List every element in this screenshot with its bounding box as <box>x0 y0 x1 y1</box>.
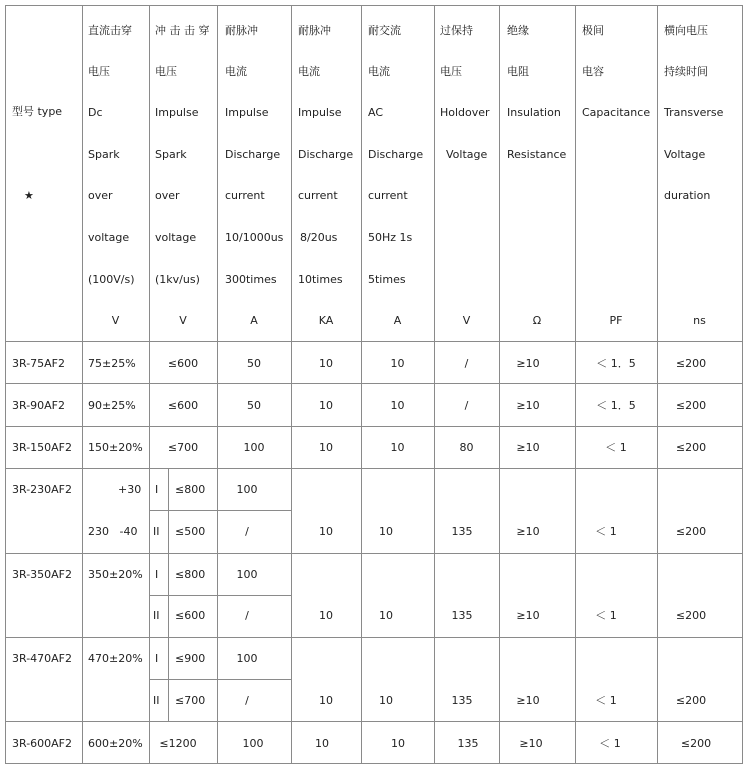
c820-header-line: 10times <box>298 273 343 286</box>
insulation-header-line: Resistance <box>507 148 567 161</box>
dc-cell: 350±20% <box>88 568 143 581</box>
c820-cell: 10 <box>319 441 333 454</box>
cap-cell: ＜ 1 <box>595 609 617 622</box>
grid-line <box>5 637 743 638</box>
grid-line <box>5 468 743 469</box>
insulation-unit: Ω <box>532 314 542 327</box>
holdover-header-line: Holdover <box>440 106 490 119</box>
grid-line <box>5 763 743 764</box>
insulation-cell: ≥10 <box>516 694 540 707</box>
dc-header-line: (100V/s) <box>88 273 135 286</box>
trans-cell: ≤200 <box>675 694 707 707</box>
impulse-cell: ≤800 <box>175 483 206 496</box>
holdover-header-line: 过保持 <box>440 24 473 37</box>
c10-cell: / <box>245 609 249 622</box>
grid-line <box>361 5 362 764</box>
impulse-cell: ≤600 <box>175 609 206 622</box>
model-cell: 3R-90AF2 <box>12 399 66 412</box>
insulation-cell: ≥10 <box>516 609 540 622</box>
insulation-header-line: 绝缘 <box>507 24 529 37</box>
dc-unit: V <box>111 314 120 327</box>
c10-cell: 100 <box>236 568 258 581</box>
impulse-header-line: (1kv/us) <box>155 273 200 286</box>
ac-cell: 10 <box>390 399 405 412</box>
sub-row-label: II <box>153 525 160 538</box>
impulse-cell: ≤600 <box>167 399 199 412</box>
sub-row-label: I <box>155 652 159 665</box>
trans-header-line: 横向电压 <box>664 24 708 37</box>
c10-header-line: current <box>225 189 265 202</box>
c820-header-line: Impulse <box>298 106 342 119</box>
dc-cell: 470±20% <box>88 652 143 665</box>
type-header-label: 型号 type <box>12 105 63 118</box>
ac-cell: 10 <box>391 737 405 750</box>
c10-cell: / <box>245 694 249 707</box>
grid-line <box>499 5 500 764</box>
c820-header-line: current <box>298 189 338 202</box>
holdover-header-line: 电压 <box>440 65 462 78</box>
impulse-cell: ≤700 <box>167 441 199 454</box>
grid-line <box>434 5 435 764</box>
c820-header-line: 8/20us <box>300 231 338 244</box>
c10-header-line: 电流 <box>225 65 247 78</box>
grid-line <box>149 5 150 764</box>
trans-cell: ≤200 <box>675 441 707 454</box>
c820-cell: 10 <box>319 357 333 370</box>
c10-cell: 100 <box>242 737 264 750</box>
trans-cell: ≤200 <box>680 737 712 750</box>
trans-cell: ≤200 <box>675 357 707 370</box>
grid-line <box>5 553 743 554</box>
ac-header-line: Discharge <box>368 148 424 161</box>
cap-cell: ＜ 1．5 <box>596 357 636 370</box>
holdover-cell: / <box>464 399 469 412</box>
dc-cell: 150±20% <box>88 441 143 454</box>
impulse-cell: ≤900 <box>175 652 206 665</box>
insulation-header-line: 电阻 <box>507 65 529 78</box>
cap-cell: ＜ 1 <box>595 525 617 538</box>
impulse-header-line: Spark <box>155 148 187 161</box>
grid-line <box>82 5 83 764</box>
cap-cell: ＜ 1 <box>595 694 617 707</box>
dc-header-line: 直流击穿 <box>88 24 132 37</box>
trans-header-line: Transverse <box>664 106 724 119</box>
trans-header-line: duration <box>664 189 711 202</box>
ac-cell: 10 <box>379 609 393 622</box>
holdover-cell: 135 <box>451 694 473 707</box>
model-cell: 3R-75AF2 <box>12 357 66 370</box>
c10-header-line: 10/1000us <box>225 231 284 244</box>
c10-unit: A <box>250 314 258 327</box>
c820-unit: KA <box>318 314 334 327</box>
impulse-cell: ≤600 <box>167 357 199 370</box>
impulse-cell: ≤500 <box>175 525 206 538</box>
holdover-cell: 135 <box>451 609 473 622</box>
holdover-cell: 80 <box>459 441 474 454</box>
c820-cell: 10 <box>315 737 329 750</box>
trans-cell: ≤200 <box>675 399 707 412</box>
sub-row-label: I <box>155 568 159 581</box>
grid-line <box>217 5 218 764</box>
insulation-cell: ≥10 <box>516 399 540 412</box>
ac-cell: 10 <box>379 694 393 707</box>
grid-line <box>149 595 291 596</box>
grid-line <box>5 341 743 342</box>
cap-cell: ＜ 1．5 <box>596 399 636 412</box>
c820-cell: 10 <box>319 694 333 707</box>
trans-header-line: 持续时间 <box>664 65 708 78</box>
c820-header-line: 耐脉冲 <box>298 24 331 37</box>
grid-line <box>5 5 6 764</box>
c10-header-line: Impulse <box>225 106 269 119</box>
ac-cell: 10 <box>390 357 405 370</box>
grid-line <box>575 5 576 764</box>
model-cell: 3R-600AF2 <box>12 737 73 750</box>
c10-cell: 100 <box>236 652 258 665</box>
cap-cell: ＜ 1 <box>605 441 627 454</box>
c10-header-line: Discharge <box>225 148 281 161</box>
impulse-header-line: Impulse <box>155 106 199 119</box>
dc-tolerance-lower: 230 -40 <box>88 525 138 538</box>
insulation-cell: ≥10 <box>516 441 540 454</box>
model-cell: 3R-230AF2 <box>12 483 73 496</box>
sub-row-label: I <box>155 483 159 496</box>
ac-unit: A <box>393 314 402 327</box>
ac-header-line: 50Hz 1s <box>368 231 413 244</box>
cap-header-line: Capacitance <box>582 106 651 119</box>
impulse-header-line: 电压 <box>155 65 177 78</box>
grid-line <box>149 679 291 680</box>
impulse-header-line: voltage <box>155 231 197 244</box>
cap-header-line: 电容 <box>582 65 604 78</box>
dc-header-line: 电压 <box>88 65 110 78</box>
grid-line <box>657 5 658 764</box>
model-cell: 3R-350AF2 <box>12 568 73 581</box>
grid-line <box>742 5 743 764</box>
c820-header-line: Discharge <box>298 148 354 161</box>
dc-cell: 90±25% <box>88 399 136 412</box>
insulation-header-line: Insulation <box>507 106 561 119</box>
ac-header-line: 5times <box>368 273 406 286</box>
grid-line <box>5 383 743 384</box>
dc-header-line: Spark <box>88 148 120 161</box>
ac-header-line: 耐交流 <box>368 24 401 37</box>
grid-line <box>5 721 743 722</box>
dc-header-line: over <box>88 189 113 202</box>
sub-row-label: II <box>153 609 160 622</box>
impulse-unit: V <box>179 314 187 327</box>
c10-cell: 100 <box>243 441 265 454</box>
trans-cell: ≤200 <box>675 525 707 538</box>
holdover-header-line: Voltage <box>446 148 488 161</box>
c820-header-line: 电流 <box>298 65 320 78</box>
cap-header-line: 极间 <box>582 24 604 37</box>
insulation-cell: ≥10 <box>516 525 540 538</box>
ac-cell: 10 <box>379 525 393 538</box>
holdover-cell: 135 <box>451 525 473 538</box>
impulse-header-line: over <box>155 189 180 202</box>
insulation-cell: ≥10 <box>519 737 543 750</box>
c10-header-line: 耐脉冲 <box>225 24 258 37</box>
cap-unit: PF <box>609 314 623 327</box>
impulse-cell: ≤700 <box>175 694 206 707</box>
sub-row-label: II <box>153 694 160 707</box>
grid-line <box>291 5 292 764</box>
trans-unit: ns <box>693 314 706 327</box>
grid-line <box>5 426 743 427</box>
c820-cell: 10 <box>319 609 333 622</box>
insulation-cell: ≥10 <box>516 357 540 370</box>
model-cell: 3R-470AF2 <box>12 652 73 665</box>
holdover-unit: V <box>462 314 471 327</box>
c10-cell: 50 <box>247 357 261 370</box>
impulse-cell: ≤800 <box>175 568 206 581</box>
impulse-header-line: 冲 击 击 穿 <box>155 24 210 37</box>
dc-tolerance-upper: +30 <box>118 483 142 496</box>
dc-cell: 600±20% <box>88 737 143 750</box>
grid-line <box>149 510 291 511</box>
model-cell: 3R-150AF2 <box>12 441 73 454</box>
ac-cell: 10 <box>390 441 405 454</box>
ac-header-line: current <box>368 189 408 202</box>
grid-line <box>5 5 743 6</box>
c820-cell: 10 <box>319 399 333 412</box>
holdover-cell: 135 <box>457 737 479 750</box>
trans-cell: ≤200 <box>675 609 707 622</box>
dc-cell: 75±25% <box>88 357 136 370</box>
c10-cell: 50 <box>247 399 261 412</box>
c820-cell: 10 <box>319 525 333 538</box>
cap-cell: ＜ 1 <box>599 737 621 750</box>
trans-header-line: Voltage <box>664 148 706 161</box>
c10-cell: / <box>245 525 249 538</box>
ac-header-line: AC <box>368 106 384 119</box>
star-icon: ★ <box>24 189 34 202</box>
ac-header-line: 电流 <box>368 65 390 78</box>
dc-header-line: Dc <box>88 106 103 119</box>
impulse-cell: ≤1200 <box>159 737 197 750</box>
c10-cell: 100 <box>236 483 258 496</box>
holdover-cell: / <box>464 357 469 370</box>
dc-header-line: voltage <box>88 231 130 244</box>
c10-header-line: 300times <box>225 273 277 286</box>
